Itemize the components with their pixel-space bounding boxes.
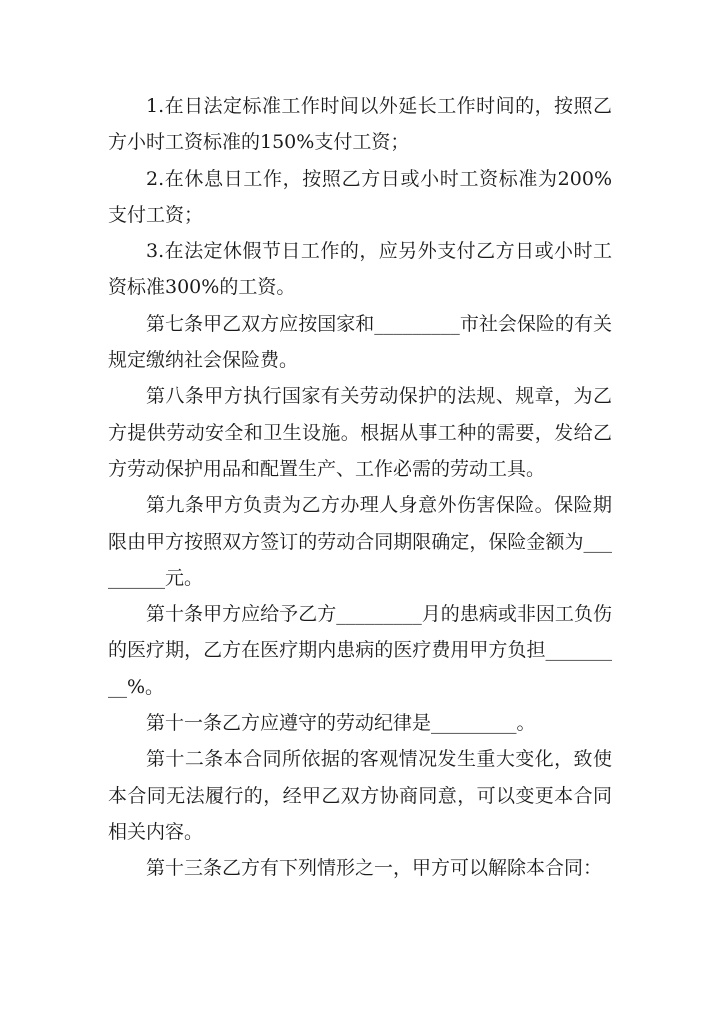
article-7-social-insurance: 第七条甲乙双方应按国家和_________市社会保险的有关规定缴纳社会保险费。 [108, 312, 612, 372]
clause-overtime-restday: 2.在休息日工作，按照乙方日或小时工资标准为200%支付工资； [108, 167, 612, 226]
clause-overtime-weekday: 1.在日法定标准工作时间以外延长工作时间的，按照乙方小时工资标准的150%支付工资； [108, 95, 612, 154]
article-13-termination: 第十三条乙方有下列情形之一，甲方可以解除本合同： [146, 857, 603, 880]
document-page [108, 88, 612, 887]
article-8-labor-protection: 第八条甲方执行国家有关劳动保护的法规、规章，为乙方提供劳动安全和卫生设施。根据从事工种的需要，发给乙方劳动保护用品和配置生产、工作必需的劳动工具。 [108, 385, 612, 480]
article-9-accident-insurance: 第九条甲方负责为乙方办理人身意外伤害保险。保险期限由甲方按照双方签订的劳动合同期限确定，保险金额为_________元。 [108, 494, 612, 589]
article-12-contract-change: 第十二条本合同所依据的客观情况发生重大变化，致使本合同无法履行的，经甲乙双方协商同意，可以变更本合同相关内容。 [108, 748, 612, 843]
clause-overtime-holiday: 3.在法定休假节日工作的，应另外支付乙方日或小时工资标准300%的工资。 [108, 240, 612, 299]
article-10-medical-period: 第十条甲方应给予乙方_________月的患病或非因工负伤的医疗期，乙方在医疗期内患病的医疗费用甲方负担_________%。 [108, 603, 612, 698]
article-11-labor-discipline: 第十一条乙方应遵守的劳动纪律是_________。 [146, 712, 536, 735]
